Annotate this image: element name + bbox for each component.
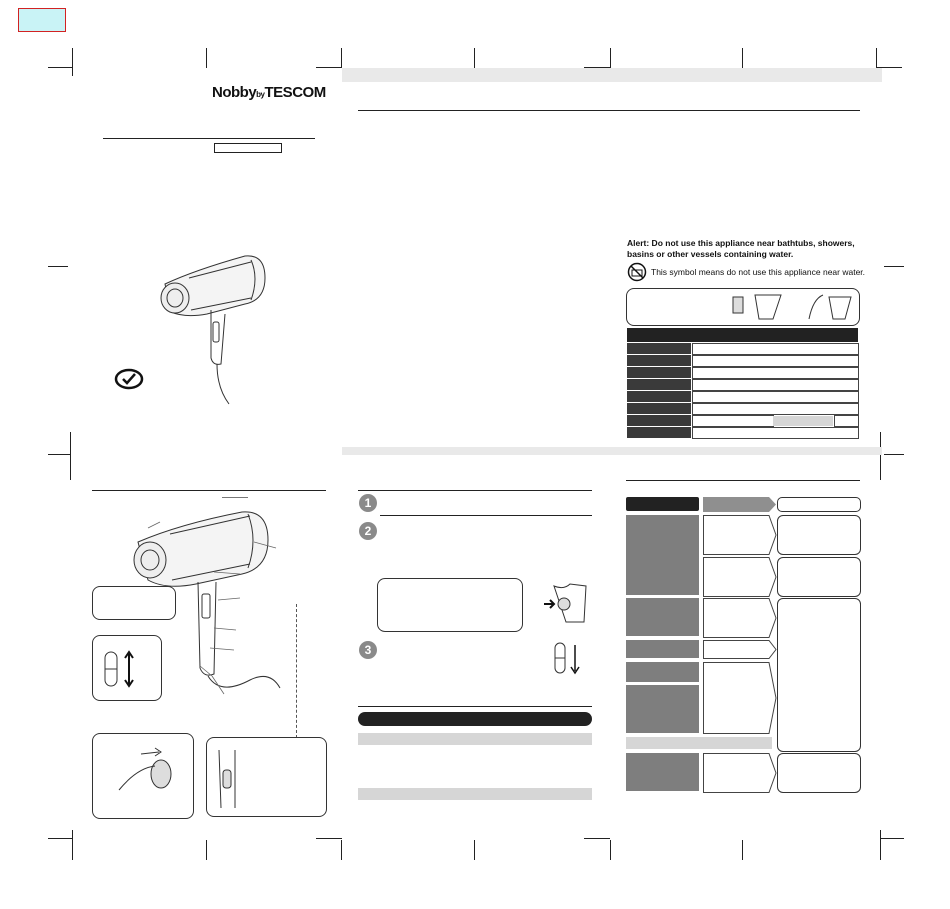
callout-box (92, 586, 176, 620)
right-header-rule (358, 110, 860, 111)
troubleshooting-rule (626, 480, 860, 481)
step-2-note-box (377, 578, 523, 632)
arrow-icon (553, 641, 583, 677)
switch-icon (101, 650, 147, 690)
step-2-number: 2 (359, 522, 377, 540)
registration-marker (18, 8, 66, 32)
brand-logo: NobbybyTESCOM (212, 84, 326, 101)
care-header-bar (358, 712, 592, 726)
rcm-compliance-mark (114, 368, 144, 390)
care-rule (358, 706, 592, 707)
handle-diagram-box (206, 737, 327, 817)
symbol-note: This symbol means do not use this appliance near water. (651, 267, 866, 277)
step-3-number: 3 (359, 641, 377, 659)
parts-section-rule (92, 490, 326, 491)
model-box (214, 143, 282, 153)
left-header-rule (103, 138, 315, 139)
steps-rule (358, 490, 592, 491)
step-1-number: 1 (359, 494, 377, 512)
step-2-hand-illustration (540, 582, 592, 626)
care-subheader-1 (358, 733, 592, 745)
step-1-rule (380, 515, 592, 516)
alert-text: Alert: Do not use this appliance near bathtubs, showers, basins or other vessels containing water. (627, 238, 855, 259)
nozzle-diagram-box (92, 733, 194, 819)
no-water-icon (627, 262, 647, 282)
hair-dryer-illustration (155, 248, 270, 408)
top-band (342, 68, 882, 82)
middle-band (342, 447, 882, 455)
switch-diagram-box (92, 635, 162, 701)
care-subheader-2 (358, 788, 592, 800)
warning-illustration-box (626, 288, 860, 326)
dotted-leader (296, 604, 297, 738)
